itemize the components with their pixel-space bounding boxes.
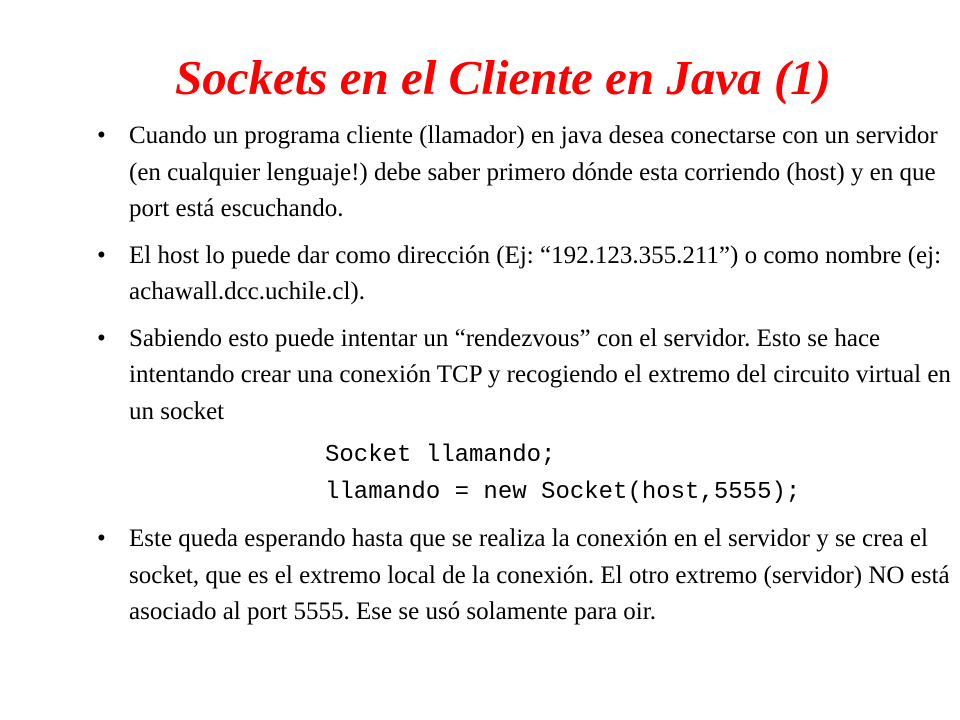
bullet-text: Sabiendo esto puede intentar un “rendezvous” con el servidor. Esto se hace intentando crear una conexión TCP y recogiendo el extremo del circuito virtual en un socket [129,324,951,425]
bullet-item [95,238,955,311]
bullet-list [95,118,955,641]
bullet-icon: • [97,324,106,352]
bullet-text: Cuando un programa cliente (llamador) en java desea conectarse con un servidor (en cualquier lenguaje!) debe saber primero dónde esta corriendo (host) y en que port está escuchando. [129,122,938,222]
bullet-icon: • [97,525,106,552]
code-line: Socket llamando; [325,442,556,469]
bullet-item [95,118,955,228]
code-block [129,438,955,511]
bullet-text: El host lo puede dar como dirección (Ej: “192.123.355.211”) o como nombre (ej: achawall.dcc.uchile.cl). [129,241,942,305]
slide-title: Sockets en el Cliente en Java (1) [175,50,831,105]
bullet-icon: • [97,122,106,149]
bullet-text: Este queda esperando hasta que se realiza la conexión en el servidor y se crea el socket, que es el extremo local de la conexión. El otro extremo (servidor) NO está asociado al port 5555. Ese se usó solamente para oir. [129,525,950,625]
code-line: llamando = new Socket(host,5555); [325,479,801,506]
bullet-icon: • [97,241,106,269]
bullet-item [95,521,955,631]
bullet-item [95,321,955,512]
